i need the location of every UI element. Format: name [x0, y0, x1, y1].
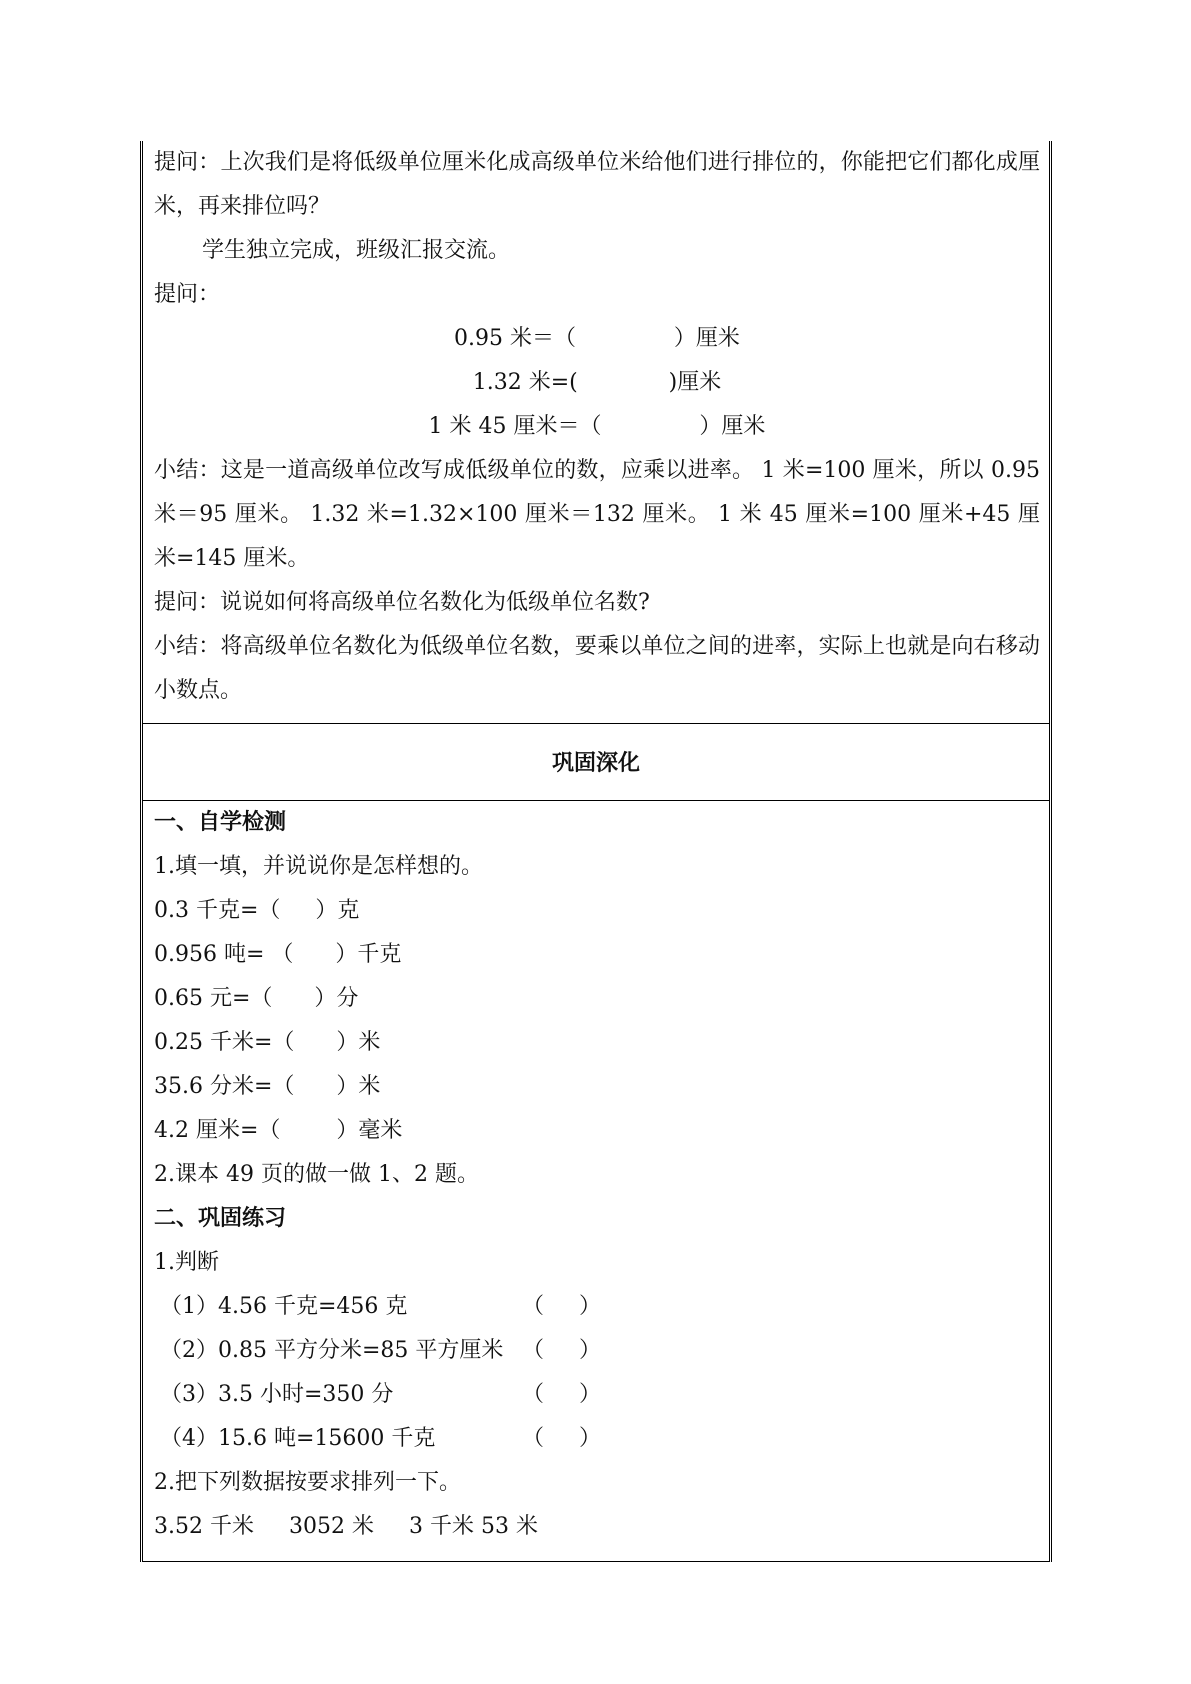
sort-instruction: 2.把下列数据按要求排列一下。: [154, 1470, 461, 1495]
equation-1: 0.95 米＝（ ）厘米: [454, 326, 740, 351]
teaching-process-cell: [143, 141, 1049, 724]
self-check-heading: 一、自学检测: [154, 810, 287, 835]
judge-question: （1）4.56 千克=456 克: [160, 1294, 408, 1319]
fill-item: 0.65 元=（ ）分: [154, 986, 359, 1011]
judge-item: [154, 1417, 1040, 1461]
equation-3: 1 米 45 厘米＝（ ）厘米: [428, 414, 766, 439]
practice-cell: [143, 801, 1049, 1562]
judge-item: [154, 1329, 1040, 1373]
student-task: 学生独立完成，班级汇报交流。: [202, 238, 511, 263]
judge-question: （2）0.85 平方分米=85 平方厘米: [160, 1338, 504, 1363]
textbook-exercise: 2.课本 49 页的做一做 1、2 题。: [154, 1162, 479, 1187]
question-convert-cm: 提问：上次我们是将低级单位厘米化成高级单位米给他们进行排位的，你能把它们都化成厘米，再来排位吗？: [154, 150, 1040, 219]
judge-item: [154, 1373, 1040, 1417]
fill-item: 4.2 厘米=（ ）毫米: [154, 1118, 403, 1143]
judge-answer-blank: （ ）: [522, 1426, 601, 1451]
judge-question: （3）3.5 小时=350 分: [160, 1382, 394, 1407]
equation-2: 1.32 米=( )厘米: [472, 370, 722, 395]
question-how-convert: 提问：说说如何将高级单位名数化为低级单位名数?: [154, 590, 650, 615]
sort-item: 3 千米 53 米: [408, 1514, 538, 1539]
judge-item: [154, 1285, 1040, 1329]
fill-item: 0.3 千克=（ ）克: [154, 898, 360, 923]
practice-heading: 二、巩固练习: [154, 1206, 287, 1231]
fill-item: 35.6 分米=（ ）米: [154, 1074, 381, 1099]
summary-2: 小结：将高级单位名数化为低级单位名数，要乘以单位之间的进率，实际上也就是向右移动小数点。: [154, 634, 1040, 703]
lesson-table: [140, 141, 1052, 1562]
sort-items: [154, 1505, 1040, 1549]
section-title: 巩固深化: [143, 724, 1049, 801]
judge-question: （4）15.6 吨=15600 千克: [160, 1426, 436, 1451]
question-label: 提问：: [154, 282, 221, 307]
judge-label: 1.判断: [154, 1250, 219, 1275]
sort-item: 3.52 千米: [154, 1514, 254, 1539]
judge-answer-blank: （ ）: [522, 1294, 601, 1319]
summary-1: 小结：这是一道高级单位改写成低级单位的数，应乘以进率。 1 米=100 厘米，所以 0.95 米＝95 厘米。 1.32 米=1.32×100 厘米＝132 厘米。 1 米 45 厘米=100 厘米+45 厘米=145 厘米。: [154, 458, 1040, 571]
judge-answer-blank: （ ）: [522, 1338, 601, 1363]
judge-answer-blank: （ ）: [522, 1382, 601, 1407]
fill-item: 0.956 吨= （ ）千克: [154, 942, 402, 967]
fill-item: 0.25 千米=（ ）米: [154, 1030, 381, 1055]
fill-instruction: 1.填一填，并说说你是怎样想的。: [154, 854, 483, 879]
sort-item: 3052 米: [288, 1514, 374, 1539]
